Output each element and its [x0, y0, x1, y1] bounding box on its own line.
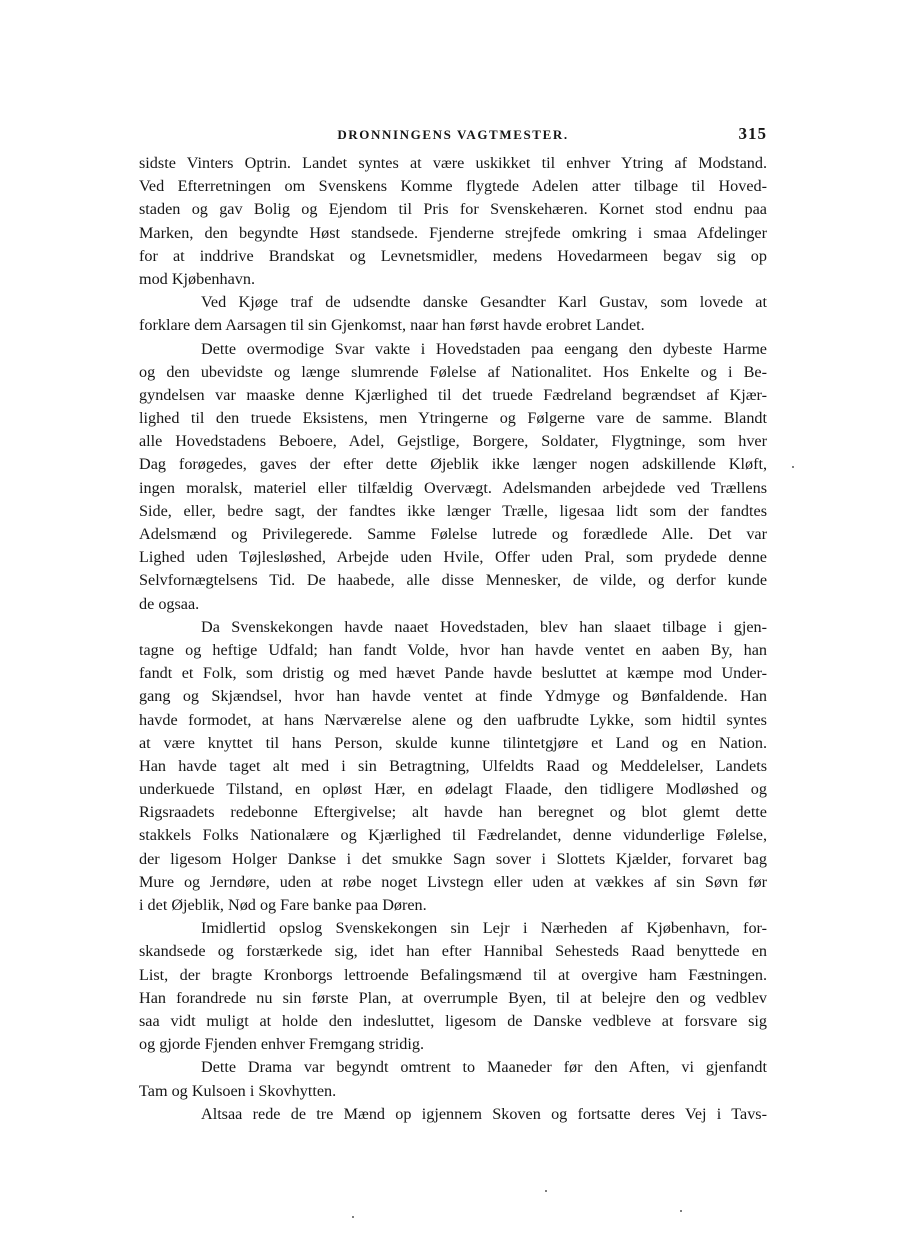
text-line: og den ubevidste og længe slumrende Følelse af Nationalitet. Hos Enkelte og i Be- — [139, 362, 767, 381]
text-line: forklare dem Aarsagen til sin Gjenkomst, naar han først havde erobret Landet. — [139, 316, 645, 335]
text-line: Ved Kjøge traf de udsendte danske Gesandter Karl Gustav, som lovede at — [201, 293, 767, 312]
text-line: Side, eller, bedre sagt, der fandtes ikke længer Trælle, ligesaa lidt som der fandtes — [139, 501, 767, 520]
text-line: underkuede Tilstand, en opløst Hær, en ødelagt Flaade, den tidligere Modløshed og — [139, 780, 767, 799]
text-line: sidste Vinters Optrin. Landet syntes at være uskikket til enhver Ytring af Modstand. — [139, 154, 767, 172]
body-text — [139, 152, 767, 1126]
text-line: Ved Efterretningen om Svenskens Komme flygtede Adelen atter tilbage til Hoved- — [139, 177, 767, 196]
text-line: Imidlertid opslog Svenskekongen sin Lejr i Nærheden af Kjøbenhavn, for- — [201, 919, 767, 938]
print-speck — [792, 466, 794, 468]
text-line: fandt et Folk, som dristig og med hævet Pande havde besluttet at kæmpe mod Under- — [139, 664, 767, 683]
print-speck — [545, 1190, 547, 1192]
text-line: og gjorde Fjenden enhver Fremgang stridig. — [139, 1035, 425, 1054]
text-line: Han forandrede nu sin første Plan, at overrumple Byen, til at belejre den og vedblev — [139, 988, 767, 1007]
text-line: Tam og Kulsoen i Skovhytten. — [139, 1081, 337, 1100]
text-line: Rigsraadets redebonne Eftergivelse; alt havde han beregnet og blot glemt dette — [139, 803, 767, 822]
text-line: Altsaa rede de tre Mænd op igjennem Skoven og fortsatte deres Vej i Tavs- — [201, 1104, 767, 1123]
text-line: skandsede og forstærkede sig, idet han efter Hannibal Sehesteds Raad benyttede en — [139, 942, 767, 961]
page-number: 315 — [738, 124, 767, 143]
text-line: Lighed uden Tøjlesløshed, Arbejde uden Hvile, Offer uden Pral, som prydede denne — [139, 548, 767, 567]
text-line: Dag forøgedes, gaves der efter dette Øjeblik ikke længer nogen adskillende Kløft, — [139, 455, 767, 474]
text-line: i det Øjeblik, Nød og Fare banke paa Døren. — [139, 896, 427, 914]
text-line: alle Hovedstadens Beboere, Adel, Gejstlige, Borgere, Soldater, Flygtninge, som hver — [139, 432, 767, 451]
text-line: ingen moralsk, materiel eller tilfældig Overvægt. Adelsmanden arbejdede ved Trællens — [139, 478, 767, 497]
text-line: Han havde taget alt med i sin Betragtning, Ulfeldts Raad og Meddelelser, Landets — [139, 756, 767, 775]
text-line: at være knyttet til hans Person, skulde kunne tilintetgjøre et Land og en Nation. — [139, 733, 767, 752]
text-line: lighed til den truede Eksistens, men Ytringerne og Følgerne vare de samme. Blandt — [139, 409, 767, 428]
text-line: List, der bragte Kronborgs lettroende Befalingsmænd til at overgive ham Fæstningen. — [139, 965, 767, 984]
text-line: saa vidt muligt at holde den indesluttet, ligesom de Danske vedbleve at forsvare sig — [139, 1011, 767, 1030]
text-line: staden og gav Bolig og Ejendom til Pris for Svenskehæren. Kornet stod endnu paa — [139, 200, 767, 219]
text-line: for at inddrive Brandskat og Levnetsmidler, medens Hovedarmeen begav sig op — [139, 246, 767, 265]
text-line: stakkels Folks Nationalære og Kjærlighed til Fædrelandet, denne vidunderlige Følelse, — [139, 826, 767, 845]
print-speck — [680, 1210, 682, 1212]
text-line: de ogsaa. — [139, 594, 200, 613]
running-title: DRONNINGENS VAGTMESTER. — [337, 127, 569, 142]
text-line: Dette overmodige Svar vakte i Hovedstaden paa eengang den dybeste Harme — [201, 339, 767, 358]
text-line: mod Kjøbenhavn. — [139, 269, 255, 288]
text-line: tagne og heftige Udfald; han fandt Volde, hvor han havde ventet en aaben By, han — [139, 640, 767, 659]
text-line: Mure og Jerndøre, uden at røbe noget Livstegn eller uden at vækkes af sin Søvn før — [139, 872, 767, 891]
text-line: gang og Skjændsel, hvor han havde ventet at finde Ydmyge og Bønfaldende. Han — [139, 687, 767, 706]
text-line: Selvfornægtelsens Tid. De haabede, alle disse Mennesker, de vilde, og derfor kunde — [139, 571, 767, 590]
text-line: gyndelsen var maaske denne Kjærlighed til det truede Fædreland begrændset af Kjær- — [139, 385, 767, 404]
text-line: der ligesom Holger Dankse i det smukke Sagn sover i Slottets Kjælder, forvaret bag — [139, 849, 767, 868]
text-line: Dette Drama var begyndt omtrent to Maaneder før den Aften, vi gjenfandt — [201, 1058, 767, 1077]
text-line: Marken, den begyndte Høst standsede. Fjenderne strejfede omkring i smaa Afdelinger — [139, 223, 767, 242]
running-head — [139, 124, 767, 144]
print-speck — [352, 1216, 354, 1218]
text-line: Adelsmænd og Privilegerede. Samme Følelse lutrede og forædlede Alle. Det var — [139, 525, 767, 543]
text-line: havde formodet, at hans Nærværelse alene og den uafbrudte Lykke, som hidtil syntes — [139, 710, 767, 729]
text-line: Da Svenskekongen havde naaet Hovedstaden, blev han slaaet tilbage i gjen- — [201, 617, 767, 636]
